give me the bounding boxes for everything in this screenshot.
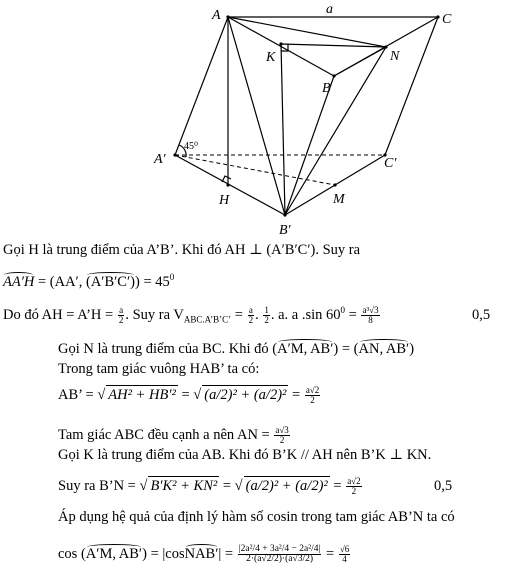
- line-8: Gọi K là trung điểm của AB. Khi đó B’K // AH nên B’K ⊥ KN.: [58, 447, 432, 463]
- label-C: C: [442, 12, 452, 27]
- label-B1: B': [279, 223, 291, 238]
- edge-A1-B1: [175, 155, 285, 215]
- line-6: AB’ = √ AH² + HB′² = √ (a/2)² + (a/2)² = $\frac{a√2}{2}$: [58, 385, 320, 406]
- line-9: Suy ra B’N = √ B′K² + KN² = √ (a/2)² + (a/2)² = $\frac{a√2}{2}$: [58, 476, 361, 497]
- seg-N-B1: [285, 47, 386, 215]
- line-7: Tam giác ABC đều cạnh a nên AN = $\frac{a√3}{2}$: [58, 425, 289, 446]
- edge-C-C1: [385, 17, 438, 155]
- seg-B-N: [334, 47, 386, 76]
- label-a: a: [326, 2, 333, 17]
- score-2: 0,5: [434, 478, 453, 494]
- line-1: Gọi H là trung điểm của A’B’. Khi đó AH ⊥ (A′B′C′). Suy ra: [3, 242, 361, 258]
- label-H: H: [219, 193, 230, 208]
- label-N: N: [390, 49, 400, 64]
- label-angle: 45⁰: [184, 141, 199, 152]
- line-4: Gọi N là trung điểm của BC. Khi đó (A′M, AB′) = (AN, AB′): [58, 341, 415, 357]
- line-10: Áp dụng hệ quả của định lý hàm số cosin trong tam giác AB’N ta có: [58, 509, 455, 525]
- label-A1: A': [154, 152, 166, 167]
- line-2: AA′H = (AA′, $(A'B'C')) = 45^0$: [3, 272, 175, 290]
- seg-A-N: [228, 17, 386, 47]
- label-A: A: [212, 8, 221, 23]
- line-5: Trong tam giác vuông HAB’ ta có:: [58, 361, 260, 377]
- dashed-A1-M: [175, 155, 335, 185]
- score-1: 0,5: [472, 307, 491, 323]
- label-B: B: [322, 81, 331, 96]
- seg-K-B1: [281, 44, 285, 215]
- line-3: Do đó AH = A’H = $\frac{a}{2}$ . Suy ra $V_{ABC.A’B’C’}$ = $\frac{a}{2}$ . $\frac{1}{2}$ . a. a .sin $60^0$ = $\frac{\text{a³√3}}{8}$: [3, 305, 379, 325]
- label-C1: C': [384, 156, 397, 171]
- edge-A-A1: [175, 17, 228, 155]
- line-11: cos (A′M, AB′) = |cosNAB′| = $\frac{\text{|2a²/4 + 3a²/4 − 2a²/4|}}{2\cdot(a√2/2)\cdot(a√3/2)}$ = $\frac{√6}{4}$: [58, 544, 350, 565]
- label-M: M: [333, 192, 345, 207]
- seg-A-B1: [228, 17, 285, 215]
- label-K: K: [266, 50, 276, 65]
- prism-figure: [0, 0, 529, 240]
